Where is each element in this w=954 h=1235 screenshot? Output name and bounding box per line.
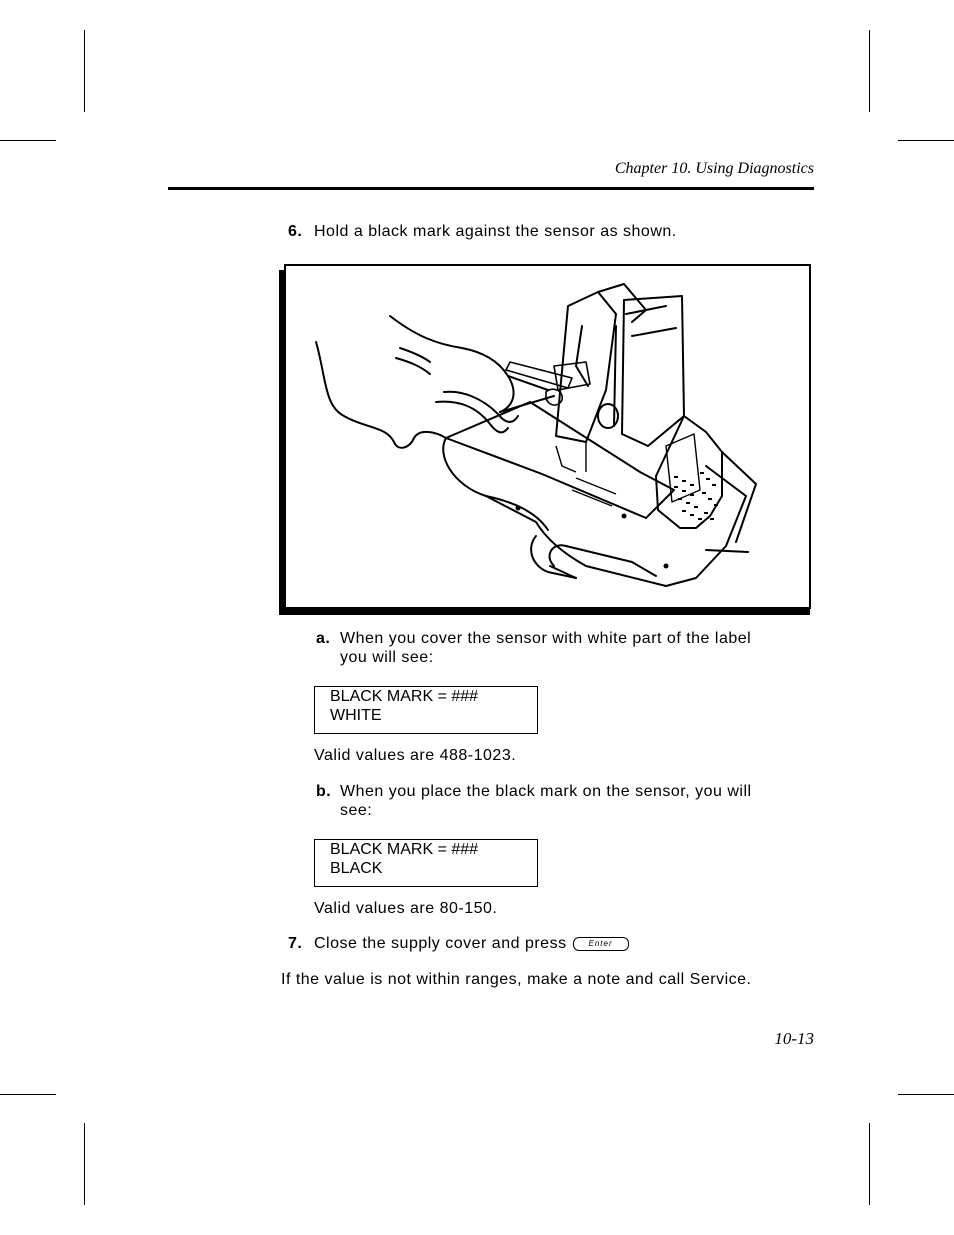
substep-b-line2: see: bbox=[340, 802, 373, 819]
step-7 bbox=[288, 934, 629, 954]
display-line-1: BLACK MARK = ### bbox=[330, 688, 479, 705]
display-line-2: BLACK bbox=[330, 860, 383, 877]
substep-b bbox=[316, 782, 752, 802]
crop-mark-bottom-right bbox=[869, 1123, 870, 1205]
display-box-black bbox=[314, 839, 538, 887]
crop-mark-top-right-h bbox=[898, 140, 954, 141]
substep-letter: a. bbox=[316, 630, 331, 647]
crop-mark-top-left bbox=[84, 30, 85, 112]
header-rule bbox=[168, 187, 814, 190]
enter-key-icon: Enter bbox=[573, 937, 629, 951]
crop-mark-bottom-left-h bbox=[0, 1094, 56, 1095]
printer-hand-drawing bbox=[286, 266, 809, 607]
crop-mark-top-left-h bbox=[0, 140, 56, 141]
substep-text-line1: When you cover the sensor with white part of the label bbox=[340, 630, 752, 647]
valid-values-a: Valid values are 488-1023. bbox=[314, 747, 517, 764]
step-6 bbox=[288, 222, 677, 242]
closing-note: If the value is not within ranges, make a note and call Service. bbox=[281, 971, 752, 988]
sensor-illustration bbox=[284, 264, 811, 609]
substep-a bbox=[316, 629, 751, 649]
step-number: 6. bbox=[288, 223, 303, 240]
display-box-white bbox=[314, 686, 538, 734]
step-number: 7. bbox=[288, 935, 303, 952]
crop-mark-bottom-left bbox=[84, 1123, 85, 1205]
substep-text-line1: When you place the black mark on the sensor, you will bbox=[340, 783, 752, 800]
crop-mark-top-right bbox=[869, 30, 870, 112]
substep-letter: b. bbox=[316, 783, 332, 800]
valid-values-b: Valid values are 80-150. bbox=[314, 900, 498, 917]
display-line-1: BLACK MARK = ### bbox=[330, 841, 479, 858]
substep-a-line2: you will see: bbox=[340, 649, 434, 666]
step-text: Close the supply cover and press bbox=[314, 935, 567, 952]
display-line-2: WHITE bbox=[330, 707, 382, 724]
crop-mark-bottom-right-h bbox=[898, 1094, 954, 1095]
running-header: Chapter 10. Using Diagnostics bbox=[614, 160, 814, 177]
step-text: Hold a black mark against the sensor as shown. bbox=[314, 223, 677, 240]
page-number: 10-13 bbox=[774, 1029, 814, 1048]
